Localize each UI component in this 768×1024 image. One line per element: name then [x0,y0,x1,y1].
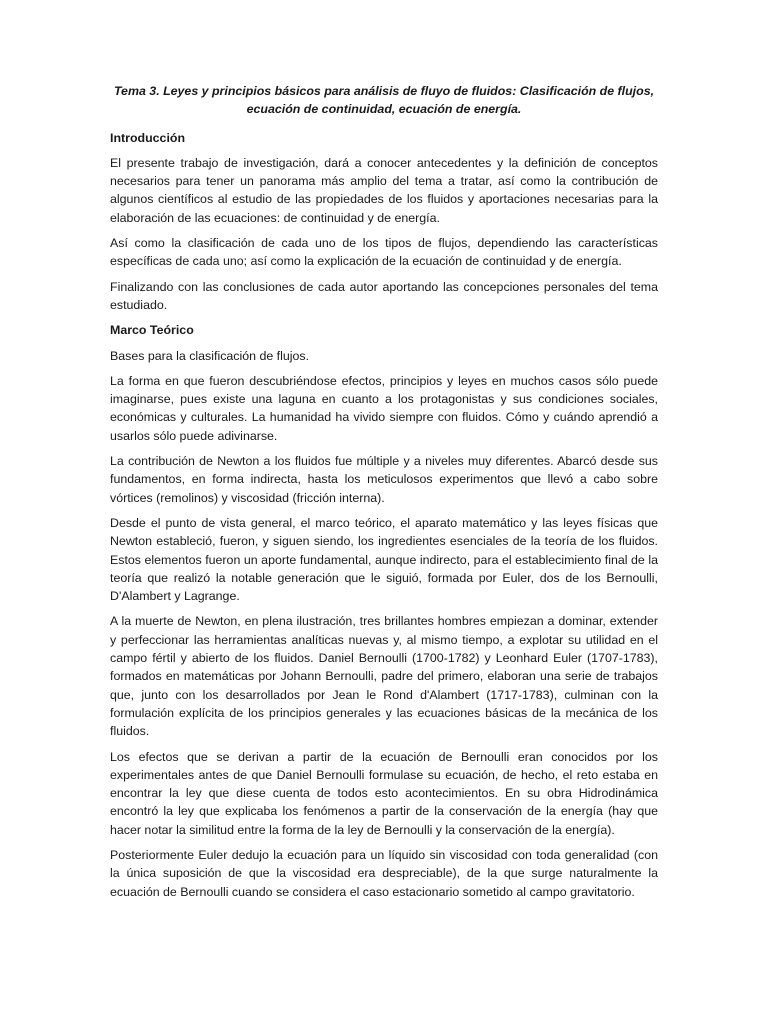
marco-paragraph-5: Los efectos que se derivan a partir de la ecuación de Bernoulli eran conocidos por los experimentales antes de que Daniel Bernoulli formulase su ecuación, de hecho, el reto estaba en encontrar la ley que diese cuenta de todos esto acontecimientos. En su obra Hidrodinámica encontró la ley que explicaba los fenómenos a partir de la conservación de la energía (hay que hacer notar la similitud entre la forma de la ley de Bernoulli y la conservación de la energía). [110,749,658,837]
heading-marco-teorico: Marco Teórico [110,323,194,338]
intro-paragraph-1: El presente trabajo de investigación, dará a conocer antecedentes y la definición de conceptos necesarios para tener un panorama más amplio del tema a tratar, así como la contribución de algunos científicos al estudio de las propiedades de los fluidos y aportaciones necesarias para la elaboración de las ecuaciones: de continuidad y de energía. [110,155,658,225]
intro-paragraph-2: Así como la clasificación de cada uno de los tipos de flujos, dependiendo las características específicas de cada uno; así como la explicación de la ecuación de continuidad y de energía. [110,236,658,269]
marco-paragraph-6: Posteriormente Euler dedujo la ecuación para un líquido sin viscosidad con toda generalidad (con la única suposición de que la viscosidad era despreciable), de la que surge naturalmente la ecuación de Bernoulli cuando se considera el caso estacionario sometido al campo gravitatorio. [110,847,658,899]
document-title: Tema 3. Leyes y principios básicos para análisis de fluyo de fluidos: Clasificación de flujos, ecuación de continuidad, ecuación de energía. [113,84,655,117]
heading-introduccion: Introducción [110,130,186,145]
marco-paragraph-3: Desde el punto de vista general, el marco teórico, el aparato matemático y las leyes físicas que Newton estableció, fueron, y siguen siendo, los ingredientes esenciales de la teoría de los fluidos. Estos elementos fueron un aporte fundamental, aunque indirecto, para el establecimiento final de la teoría que realizó la notable generación que le siguió, formada por Euler, dos de los Bernoulli, D'Alambert y Lagrange. [110,515,658,604]
subheading-bases: Bases para la clasificación de flujos. [110,348,310,363]
marco-paragraph-2: La contribución de Newton a los fluidos fue múltiple y a niveles muy diferentes. Abarcó desde sus fundamentos, en forma indirecta, hasta los meticulosos experimentos que llevó a cabo sobre vórtices (remolinos) y viscosidad (fricción interna). [110,454,658,505]
intro-paragraph-3: Finalizando con las conclusiones de cada autor aportando las concepciones personales del tema estudiado. [110,279,658,312]
document-page [110,82,658,908]
marco-paragraph-1: La forma en que fueron descubriéndose efectos, principios y leyes en muchos casos sólo puede imaginarse, pues existe una laguna en cuanto a los protagonistas y sus condiciones sociales, económicas y culturales. La humanidad ha vivido siempre con fluidos. Cómo y cuándo aprendió a usarlos sólo puede adivinarse. [110,373,658,443]
marco-paragraph-4: A la muerte de Newton, en plena ilustración, tres brillantes hombres empiezan a dominar, extender y perfeccionar las herramientas analíticas nuevas y, al mismo tiempo, a explotar su utilidad en el campo fértil y abierto de los fluidos. Daniel Bernoulli (1700-1782) y Leonhard Euler (1707-1783), formados en matemáticas por Johann Bernoulli, padre del primero, elaboran una serie de trabajos que, junto con los desarrollados por Jean le Rond d'Alambert (1717-1783), culminan con la formulación explícita de los principios generales y las ecuaciones básicas de la mecánica de los fluidos. [110,614,658,739]
